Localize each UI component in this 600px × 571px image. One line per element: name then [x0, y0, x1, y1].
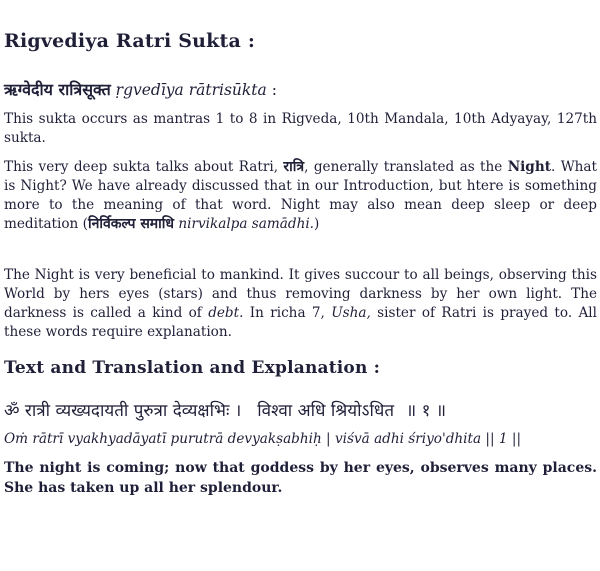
verse-devanagari-number: ॥ १ ॥: [406, 401, 447, 421]
verse-transliteration: [4, 431, 521, 447]
paragraph-night-benefit: [4, 266, 597, 342]
section-title: Text and Translation and Explanation :: [4, 358, 381, 378]
verse-tr-numeral: || 1 ||: [481, 431, 522, 447]
verse-devanagari: [4, 398, 597, 421]
p3-text-1: The Night is very beneficial to mankind. It gives succour to all beings, observing this World by hers eyes (stars) and thus removing darkness by her own light. The darkness is called a kind of: [4, 267, 597, 321]
p2-text-3: . What is Night? We have already discussed that in our Introduction, but htere is something more to the meaning of that word. Night may also mean deep sleep or deep meditation (: [4, 159, 597, 232]
page-title: Rigvediya Ratri Sukta :: [4, 30, 256, 52]
p2-devanagari-samadhi: निर्विकल्प समाधि: [87, 216, 175, 232]
p2-text-5: ): [314, 216, 320, 232]
verse-tr-separator: |: [321, 431, 335, 447]
verse-translation: The night is coming; now that goddess by her eyes, observes many places. She has taken up all her splendour.: [4, 460, 597, 496]
p2-text-2: , generally translated as the: [304, 159, 508, 175]
paragraph-about-ratri: [4, 158, 597, 234]
p3-text-3: sister of Ratri is prayed to. All these words require explanation.: [4, 305, 597, 340]
verse-devanagari-part2: विश्वा अधि श्रियोऽधित: [257, 401, 395, 421]
p3-debt-italic: debt.: [208, 305, 244, 321]
verse-tr-part2: viśvā adhi śriyo'dhita: [334, 431, 482, 447]
verse-devanagari-part1: ॐ रात्री व्यख्यदायती पुरुत्रा देव्यक्षभिः ।: [4, 401, 242, 421]
verse-tr-part1: Oṁ rātrī vyakhyadāyatī purutrā devyakṣabhiḥ: [4, 431, 322, 447]
p2-text-1: This very deep sukta talks about Ratri,: [4, 159, 284, 175]
p3-usha-italic: Usha,: [331, 305, 371, 321]
subheading-devanagari: ऋग्वेदीय रात्रिसूक्त: [4, 80, 111, 99]
p2-night-bold: Night: [507, 159, 551, 175]
paragraph-occurrence: This sukta occurs as mantras 1 to 8 in Rigveda, 10th Mandala, 10th Adyayay, 127th sukta.: [4, 111, 597, 146]
p3-text-2: In richa 7,: [243, 305, 332, 321]
subheading-transliteration: ṛgvedīya rātrisūkta: [115, 81, 267, 99]
p2-devanagari-ratri: रात्रि: [283, 159, 305, 175]
subheading-suffix: :: [266, 81, 277, 99]
p2-samadhi-italic: nirvikalpa samādhi.: [178, 216, 315, 232]
sukta-subheading: [4, 78, 277, 100]
